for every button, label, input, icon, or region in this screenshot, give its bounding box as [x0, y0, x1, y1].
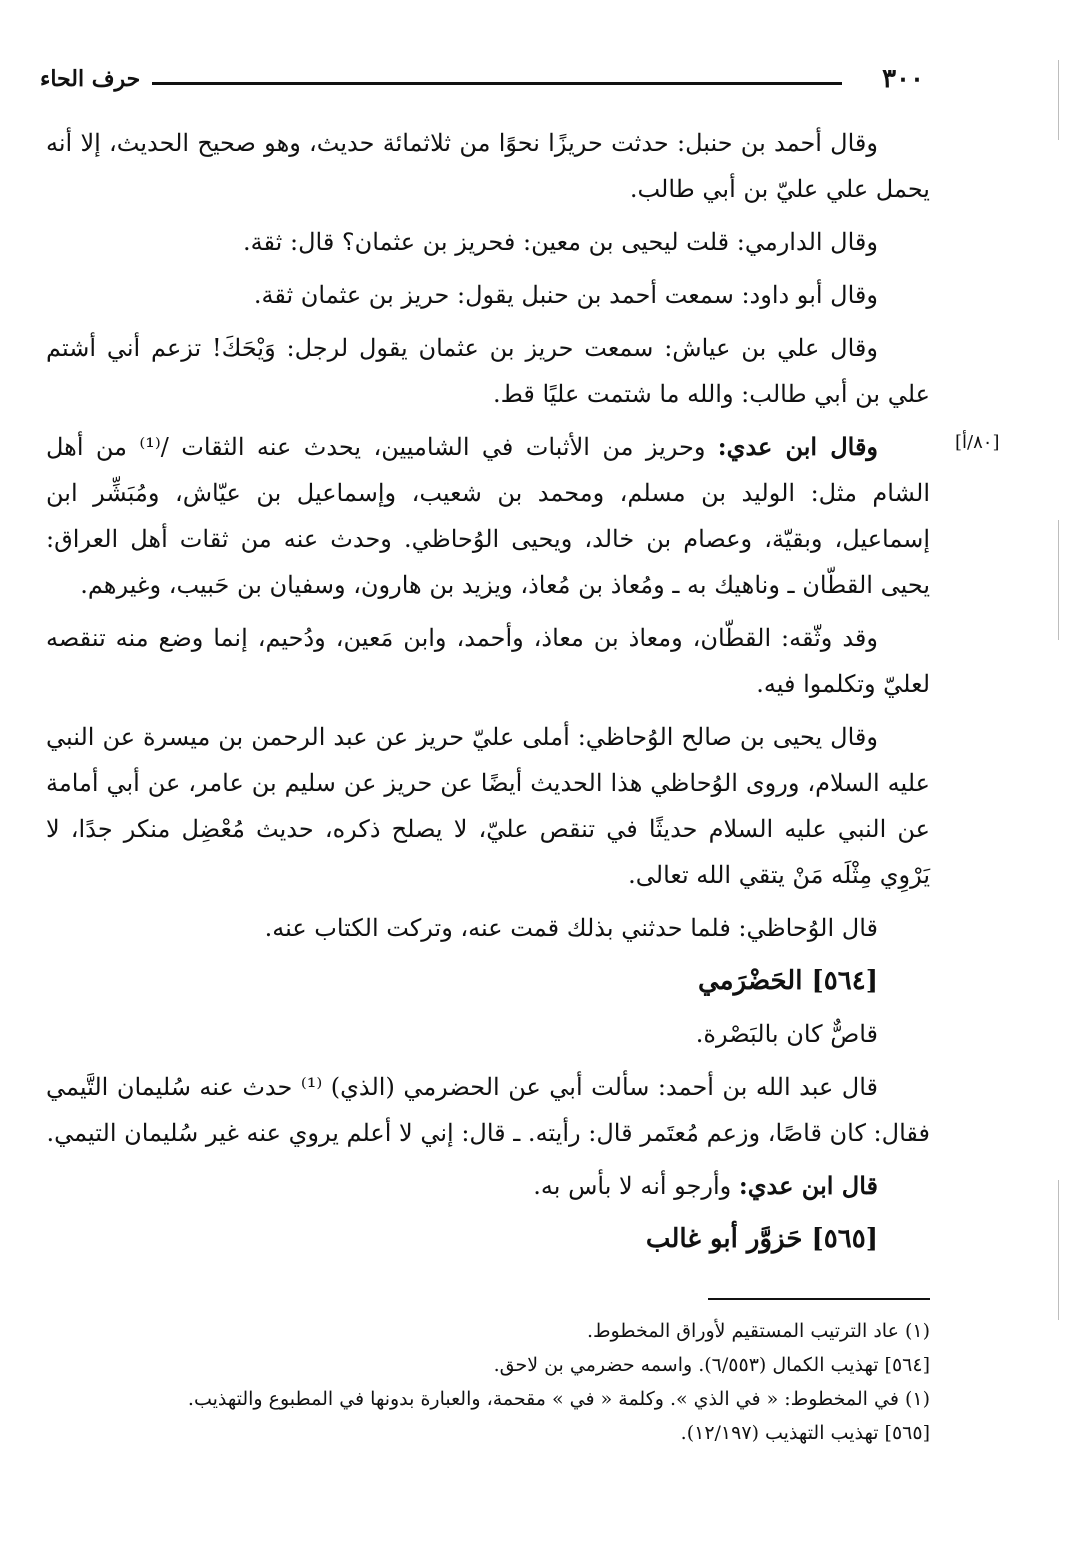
- manuscript-folio-marker: [٨٠/أ]: [955, 432, 1000, 453]
- paragraph: [46, 424, 930, 608]
- footnote: [٥٦٥] تهذيب التهذيب (١٢/١٩٧).: [680, 1422, 930, 1444]
- paragraph-text: وأرجو أنه لا بأس به.: [533, 1172, 739, 1200]
- scan-margin-line: [1058, 60, 1059, 140]
- paragraph: وقال الدارمي: قلت ليحيى بن معين: فحريز بن عثمان؟ قال: ثقة.: [243, 228, 878, 256]
- page-number: ٣٠٠: [882, 64, 924, 94]
- paragraph-lead: قال ابن عدي:: [738, 1171, 878, 1200]
- paragraph-lead: وقال ابن عدي:: [717, 432, 878, 461]
- footnote-rule: [708, 1298, 930, 1300]
- paragraph: قال عبد الله بن أحمد: سألت أبي عن الحضرمي (الذي) ⁽¹⁾ حدث عنه سُليمان التَّيمي فقال: كان قاصًا، وزعم مُعتَمر قال: رأيته. ـ قال: إني لا أعلم يروي عنه غير سُليمان التيمي.: [46, 1073, 930, 1147]
- scan-margin-line: [1058, 520, 1059, 640]
- paragraph: وقال أحمد بن حنبل: حدثت حريزًا نحوًا من ثلاثمائة حديث، وهو صحيح الحديث، إلا أنه يحمل علي عليّ بن أبي طالب.: [46, 129, 930, 203]
- paragraph-text: وحريز من الأثبات في الشاميين، يحدث عنه الثقات /⁽¹⁾ من أهل الشام مثل: الوليد بن مسلم، ومحمد بن شعيب، وإسماعيل بن عيّاش، ومُبَشِّر ابن إسماعيل، وبقيّة، وعصام بن خالد، ويحيى الوُحاظي. وحدث عنه من ثقات أهل العراق: يحيى القطّان ـ وناهيك به ـ ومُعاذ بن مُعاذ، ويزيد بن هارون، وسفيان بن حَبيب، وغيرهم.: [46, 433, 930, 599]
- paragraph: وقال يحيى بن صالح الوُحاظي: أملى عليّ حريز عن عبد الرحمن بن ميسرة عن النبي عليه السلام، وروى الوُحاظي هذا الحديث أيضًا عن حريز عن سليم بن عامر، عن أبي أمامة عن النبي عليه السلام حديثًا في تنقص عليّ، لا يصلح ذكره، حديث مُعْضِل منكر جدًا، لا يَرْوِي مِثْلَه مَنْ يتقي الله تعالى.: [46, 723, 930, 889]
- entry-title-564: [٥٦٤] الحَضْرَمي: [698, 966, 878, 996]
- paragraph: قال الوُحاظي: فلما حدثني بذلك قمت عنه، وتركت الكتاب عنه.: [264, 914, 878, 942]
- footnote: (١) عاد الترتيب المستقيم لأوراق المخطوط.: [586, 1320, 930, 1342]
- scan-margin-line: [1058, 1180, 1059, 1320]
- entry-description: قاصٌّ كان بالبَصْرة.: [695, 1020, 878, 1048]
- running-title: حرف الحاء: [40, 66, 141, 92]
- paragraph: وقال أبو داود: سمعت أحمد بن حنبل يقول: حريز بن عثمان ثقة.: [253, 281, 878, 309]
- footnote: [٥٦٤] تهذيب الكمال (٦/٥٥٣). واسمه حضرمي بن لاحق.: [493, 1354, 930, 1376]
- paragraph: وقد وثّقه: القطّان، ومعاذ بن معاذ، وأحمد، وابن مَعين، ودُحيم، إنما وضع منه تنقصه لعليّ وتكلموا فيه.: [46, 624, 930, 698]
- main-text: [46, 120, 930, 1269]
- footnote: (١) في المخطوط: « في الذي ». وكلمة « في » مقحمة، والعبارة بدونها في المطبوع والتهذيب.: [187, 1388, 930, 1410]
- footnotes: [80, 1314, 930, 1450]
- header-rule: [152, 82, 842, 85]
- paragraph: [46, 1163, 930, 1209]
- entry-title-565: [٥٦٥] حَزوَّر أبو غالب: [645, 1224, 878, 1254]
- paragraph: وقال علي بن عياش: سمعت حريز بن عثمان يقول لرجل: وَيْحَكَ! تزعم أني أشتم علي بن أبي طالب: والله ما شتمت عليًا قط.: [46, 334, 930, 408]
- page-header: [40, 64, 924, 104]
